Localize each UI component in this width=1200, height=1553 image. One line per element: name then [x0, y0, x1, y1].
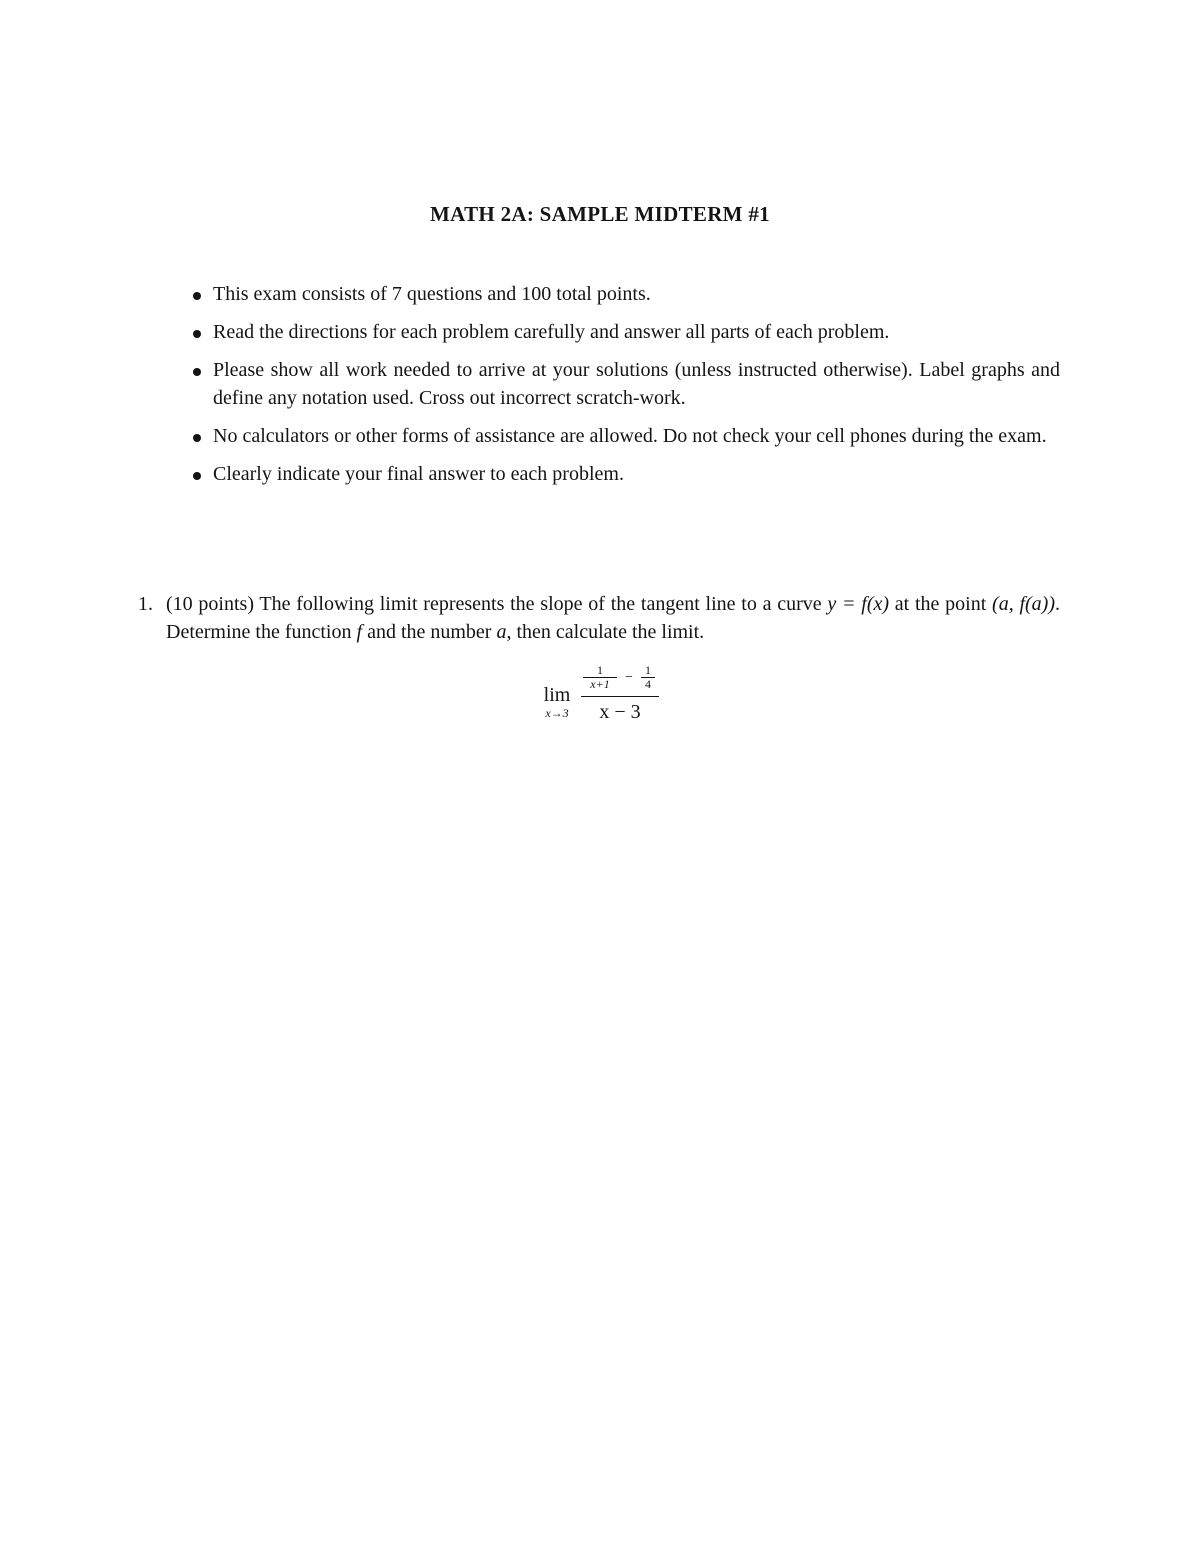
- fraction-bar: [581, 696, 659, 697]
- instruction-text: Read the directions for each problem carefully and answer all parts of each problem.: [213, 321, 890, 343]
- instruction-item: [190, 280, 1060, 308]
- problem-text: , then calculate the limit.: [506, 621, 705, 643]
- instruction-item: [190, 356, 1060, 412]
- lim-word: lim: [543, 684, 571, 706]
- page-title: MATH 2A: SAMPLE MIDTERM #1: [430, 202, 770, 226]
- problem-text: at the point: [889, 593, 993, 615]
- minus-sign: −: [625, 670, 633, 685]
- limit-operator: [537, 684, 577, 720]
- bullet-icon: [193, 292, 201, 300]
- main-fraction: [581, 662, 661, 723]
- instruction-text: Clearly indicate your final answer to each problem.: [213, 463, 624, 485]
- limit-formula: [537, 662, 667, 732]
- problem-text: and the number: [362, 621, 497, 643]
- instruction-text: No calculators or other forms of assistance are allowed. Do not check your cell phones during the exam.: [213, 425, 1047, 447]
- math-inline: f: [356, 621, 363, 643]
- problem-1: [138, 590, 1060, 646]
- inner-fraction-1-bottom: x+1: [590, 677, 610, 691]
- problem-statement: [166, 590, 1060, 646]
- bullet-icon: [193, 368, 201, 376]
- fraction-numerator: [581, 662, 661, 698]
- problem-text: (10 points) The following limit represents the slope of the tangent line to a curve: [166, 593, 828, 615]
- problem-text: . Determine the function: [166, 593, 1060, 643]
- bullet-icon: [193, 434, 201, 442]
- lim-subscript: x→3: [545, 706, 569, 720]
- inner-fraction-1-top: 1: [583, 664, 617, 678]
- inner-fraction-2-bottom: 4: [645, 677, 651, 691]
- problem-number: 1.: [138, 593, 153, 615]
- instruction-item: [190, 460, 1060, 488]
- instruction-item: [190, 318, 1060, 346]
- fraction-denominator: x − 3: [599, 701, 641, 723]
- math-inline: a: [496, 621, 507, 643]
- instruction-text: Please show all work needed to arrive at your solutions (unless instructed otherwise). Label graphs and define any notation used. Cross out incorrect scratch-work.: [213, 359, 1060, 409]
- bullet-icon: [193, 472, 201, 480]
- instruction-item: [190, 422, 1060, 450]
- inner-fraction-1: [583, 664, 617, 691]
- math-inline: y = f(x): [827, 593, 890, 615]
- bullet-icon: [193, 330, 201, 338]
- instruction-text: This exam consists of 7 questions and 100 total points.: [213, 283, 651, 305]
- instructions-list: [190, 280, 1060, 498]
- inner-fraction-2: [641, 664, 655, 691]
- math-inline: (a, f(a)): [992, 593, 1055, 615]
- inner-fraction-2-top: 1: [641, 664, 655, 678]
